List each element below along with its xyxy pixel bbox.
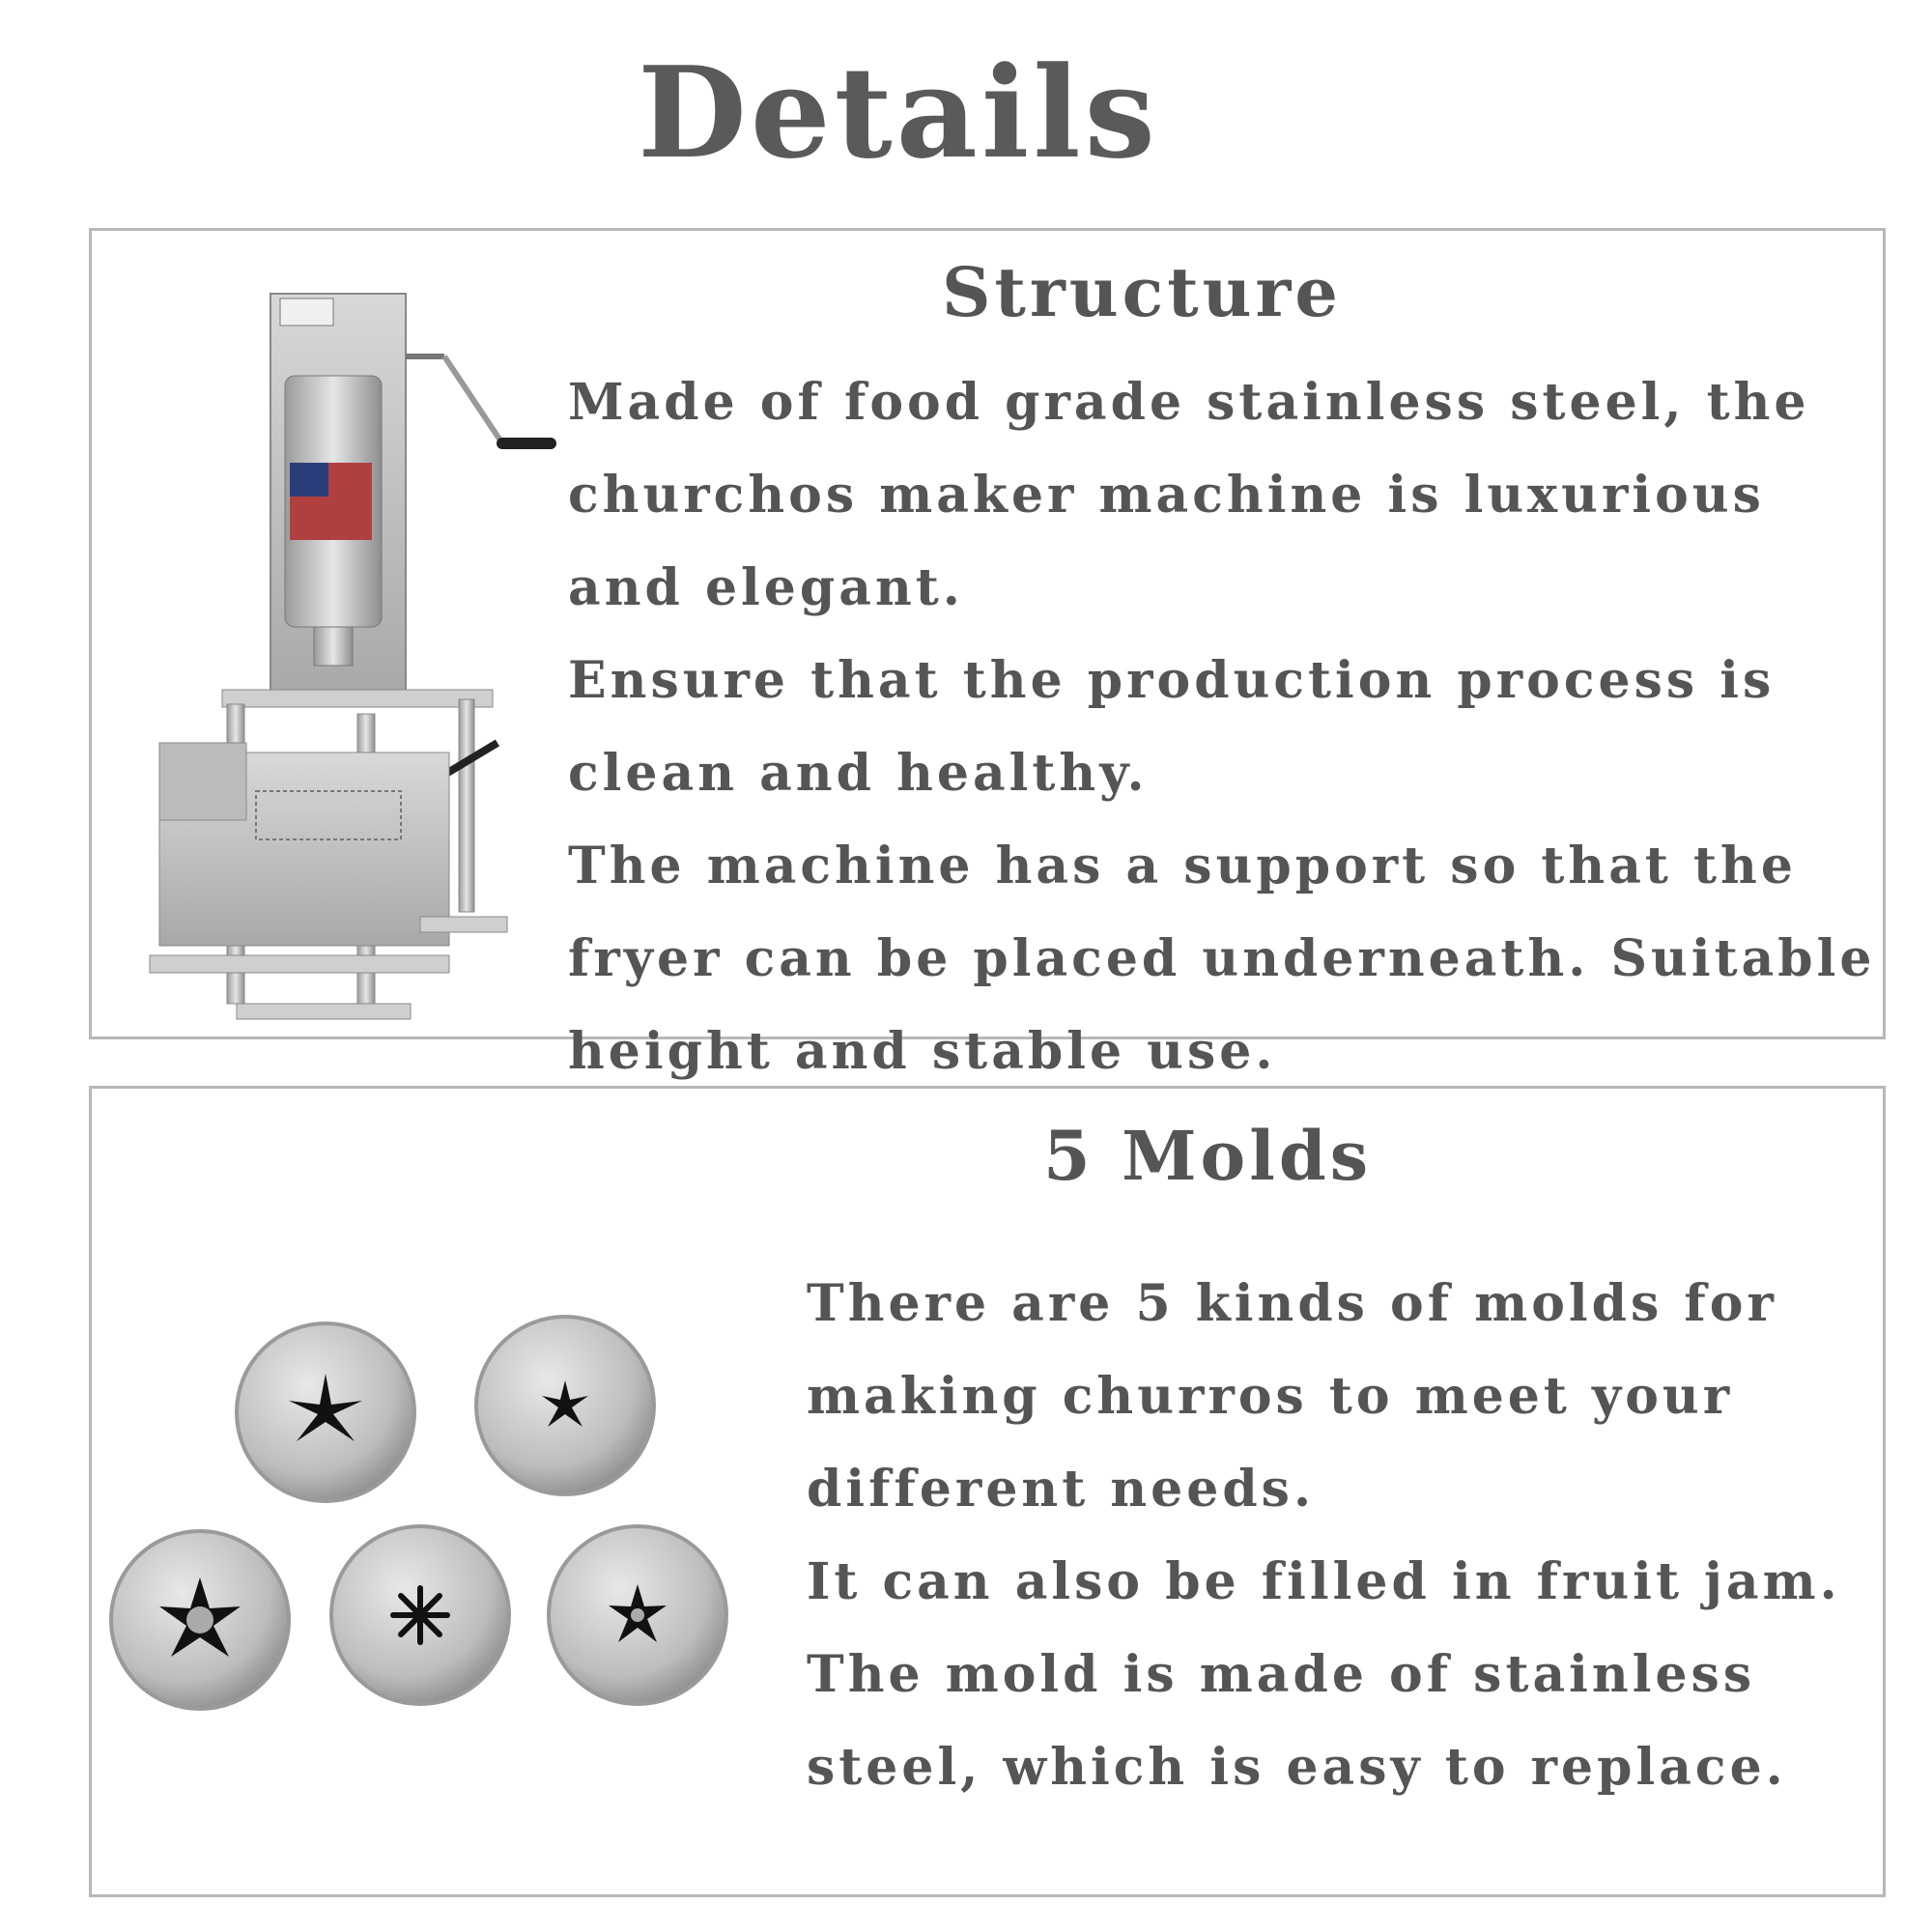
mold-1: [237, 1323, 414, 1501]
mold-5: [549, 1526, 726, 1704]
structure-paragraph-1: Made of food grade stainless steel, the churchos maker machine is luxurious and elegant.: [568, 373, 1810, 617]
structure-panel: [89, 228, 1886, 1081]
mold-3: [111, 1531, 289, 1709]
molds-heading: 5 Molds: [1043, 1116, 1373, 1196]
molds-paragraph-2: It can also be filled in fruit jam. The mold is made of stainless steel, which is easy to replace.: [807, 1552, 1841, 1797]
molds-panel: [89, 1086, 1886, 1897]
molds-image: [101, 1301, 778, 1746]
mold-2: [476, 1317, 654, 1494]
churros-machine-image: [121, 289, 565, 1023]
molds-description: [807, 1258, 1879, 1814]
structure-paragraph-2: Ensure that the production process is clean and healthy.: [568, 651, 1776, 803]
page-title: Details: [638, 39, 1159, 186]
molds-paragraph-1: There are 5 kinds of molds for making churros to meet your different needs.: [807, 1274, 1777, 1519]
mold-4: [331, 1526, 509, 1704]
structure-paragraph-3: The machine has a support so that the fryer can be placed underneath. Suitable height and stable use.: [568, 837, 1876, 1081]
structure-heading: Structure: [942, 252, 1342, 332]
structure-description: [568, 356, 1882, 1098]
